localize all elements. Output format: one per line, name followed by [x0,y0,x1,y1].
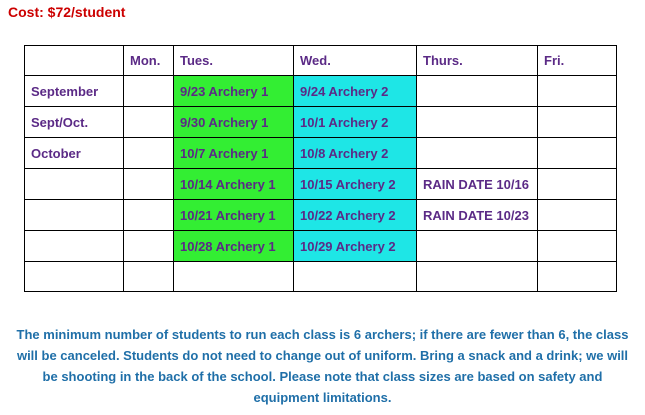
fri-cell [538,262,617,292]
table-row [25,200,617,231]
mon-cell [124,231,174,262]
policy-note: The minimum number of students to run each class is 6 archers; if there are fewer than 6, the class will be canceled. Students do not need to change out of uniform. Bring a snack and a drink; we will be shooting in the back of the school. Please note that class sizes are based on safety and equipment limitations. [16,327,629,405]
fri-cell [538,76,617,107]
wed-cell: 10/22 Archery 2 [294,200,417,231]
wed-cell: 10/29 Archery 2 [294,231,417,262]
fri-cell [538,107,617,138]
month-cell [25,200,124,231]
mon-cell [124,200,174,231]
fri-cell [538,138,617,169]
month-cell: September [25,76,124,107]
header-tues: Tues. [174,46,294,76]
month-cell [25,262,124,292]
tues-cell: 10/28 Archery 1 [174,231,294,262]
thurs-cell [417,138,538,169]
month-cell: Sept/Oct. [25,107,124,138]
table-row [25,107,617,138]
schedule-table [24,45,617,292]
table-row [25,169,617,200]
header-mon: Mon. [124,46,174,76]
mon-cell [124,169,174,200]
thurs-cell [417,262,538,292]
thurs-cell: RAIN DATE 10/16 [417,169,538,200]
tues-cell: 10/14 Archery 1 [174,169,294,200]
wed-cell: 10/8 Archery 2 [294,138,417,169]
thurs-cell [417,107,538,138]
mon-cell [124,138,174,169]
wed-cell: 9/24 Archery 2 [294,76,417,107]
tues-cell [174,262,294,292]
table-row [25,231,617,262]
cost-label: Cost: $72/student [8,4,126,20]
header-thurs: Thurs. [417,46,538,76]
header-fri: Fri. [538,46,617,76]
mon-cell [124,262,174,292]
fri-cell [538,231,617,262]
thurs-cell [417,231,538,262]
tues-cell: 10/7 Archery 1 [174,138,294,169]
thurs-cell [417,76,538,107]
wed-cell [294,262,417,292]
table-row [25,138,617,169]
wed-cell: 10/1 Archery 2 [294,107,417,138]
mon-cell [124,76,174,107]
header-corner [25,46,124,76]
header-wed: Wed. [294,46,417,76]
month-cell [25,231,124,262]
fri-cell [538,200,617,231]
tues-cell: 9/30 Archery 1 [174,107,294,138]
month-cell: October [25,138,124,169]
month-cell [25,169,124,200]
tues-cell: 9/23 Archery 1 [174,76,294,107]
wed-cell: 10/15 Archery 2 [294,169,417,200]
thurs-cell: RAIN DATE 10/23 [417,200,538,231]
tues-cell: 10/21 Archery 1 [174,200,294,231]
table-row [25,262,617,292]
header-row [25,46,617,76]
table-row [25,76,617,107]
mon-cell [124,107,174,138]
fri-cell [538,169,617,200]
